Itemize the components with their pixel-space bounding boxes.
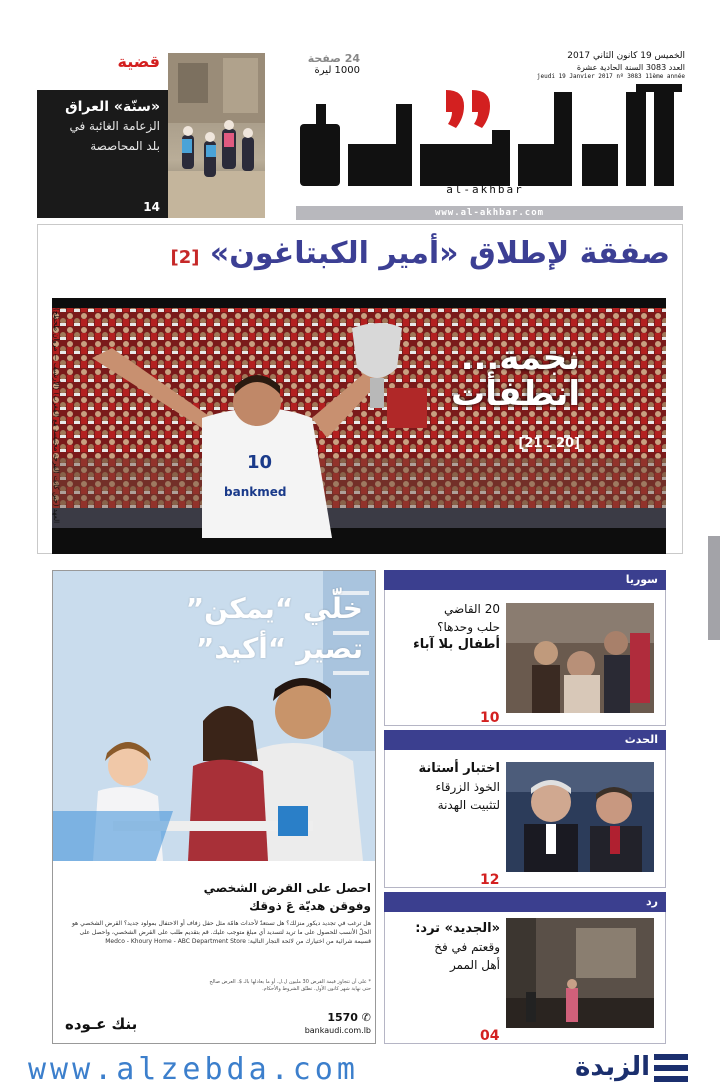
website-bar[interactable]: www.al-akhbar.com [296,206,683,220]
footer-url[interactable]: www.alzebda.com [28,1052,359,1087]
footer-logo-text: الزبدة [575,1052,650,1082]
ad-body-text: هل ترغب في تجديد ديكور منزلك؟ هل تستعدّ لأحداث هامّة مثل حفل زفاف أو الاحتفال بمولود جديد؟ القرض الشخصي هو الحلّ الأنسب للحصول على ما تريد لتسديد أي مبلغ متوجب عليك. قم بتقديم طلب على القرض الشخصي، واحصل على قسيمة شرائية من اختيارك من لائحة التجار التالية: Medco - Khoury Home - ABC Department Store [71,920,371,945]
main-photo-title[interactable] [410,340,580,412]
masthead-date-issue [540,50,685,74]
jersey-number: 10 [247,452,273,473]
ad-headline-line-2: تصير “أكيد” [196,632,363,665]
main-photo [52,298,666,554]
qadiya-line-2: بلد المحاصصة [90,139,160,153]
section-reply-text [400,920,500,974]
ad-headline-line-1: خلّي “يمكن” [185,592,363,625]
section-label-reply: رد [384,892,666,912]
ad-headline [83,589,363,669]
syria-page-number: 10 [480,710,500,726]
phone-icon: ✆ [361,1011,371,1024]
event-line-2: لتثبيت الهدنة [437,798,500,812]
footer-logo-icon [654,1054,688,1082]
qadiya-label: قضية [117,52,160,71]
ad-phone-number: 1570 [327,1011,358,1024]
section-event-text [400,760,500,814]
syria-photo [506,603,654,713]
ad-phone [303,1011,371,1024]
main-headline[interactable] [40,236,670,271]
main-story-pages: [20 ـ 21] [518,436,580,451]
main-title-line-2: انطفأت [451,374,580,414]
reply-photo [506,918,654,1028]
qadiya-headline: «سنّة» العراق [65,99,160,115]
reply-line-1: وقعتم في فخ [434,940,500,954]
issue-arabic: العدد 3083 السنة الحادية عشرة [576,63,685,72]
date-french: jeudi 19 Janvier 2017 nº 3083 11ème année [536,73,685,80]
ad-bank-logo: بنك عـوده [65,1015,138,1033]
ad-sub-line-1: احصل على القرض الشخصي [203,881,371,895]
main-headline-number: [2] [170,247,200,268]
syria-line-1: 20 القاضي [443,602,500,616]
event-page-number: 12 [480,872,500,888]
event-photo [506,762,654,872]
newspaper-logo [296,84,688,196]
qadiya-box[interactable] [37,90,168,218]
qadiya-page-number: 14 [143,200,160,214]
syria-line-2: حلب وحدها؟ [437,620,500,634]
ad-fine-print: * على أن تتجاوز قيمة القرض 30 مليون ل.ل. أو ما يعادلها بالـ $. العرض صالح حتى نهاية شهر كانون الأول. تطبّق الشروط والأحكام. [209,979,371,992]
ad-sub-line-2: وفوقن هديّة عَ ذوقك [249,899,371,913]
date-arabic: الخميس 19 كانون الثاني 2017 [567,51,685,61]
qadiya-line-1: الزعامة الغائبة في [69,119,160,133]
main-headline-text: صفقة لإطلاق «أمير الكبتاغون» [209,236,670,271]
syria-bold: أطفال بلا آباء [413,637,500,652]
pages-price [300,52,360,76]
page-count: 24 صفحة [307,52,360,65]
reply-line-2: أهل الممر [449,958,500,972]
ad-website[interactable]: bankaudi.com.lb [304,1026,371,1035]
qadiya-photo [168,53,265,218]
footer-logo [540,1050,690,1086]
section-syria-text [400,600,500,654]
section-label-syria: سوريا [384,570,666,590]
reply-page-number: 04 [480,1028,500,1044]
ad-subheadline [203,879,371,915]
section-label-event: الحدث [384,730,666,750]
side-tab[interactable] [708,536,720,640]
photo-credit: العهد (حين كانت الفرحة محتبسة مع المغرب) (الأرشيف — مروان طحطح) [52,308,60,524]
jersey-sponsor: bankmed [224,485,287,499]
bank-ad[interactable] [52,570,376,1044]
main-title-line-1: نجمة... [460,338,580,378]
event-bold: اختبار أستانة [418,761,500,776]
reply-bold: «الجديد» ترد: [415,921,500,936]
event-line-1: الخوذ الزرقاء [435,780,500,794]
logo-latin: al-akhbar [446,183,524,196]
issue-price: 1000 ليرة [314,65,360,76]
